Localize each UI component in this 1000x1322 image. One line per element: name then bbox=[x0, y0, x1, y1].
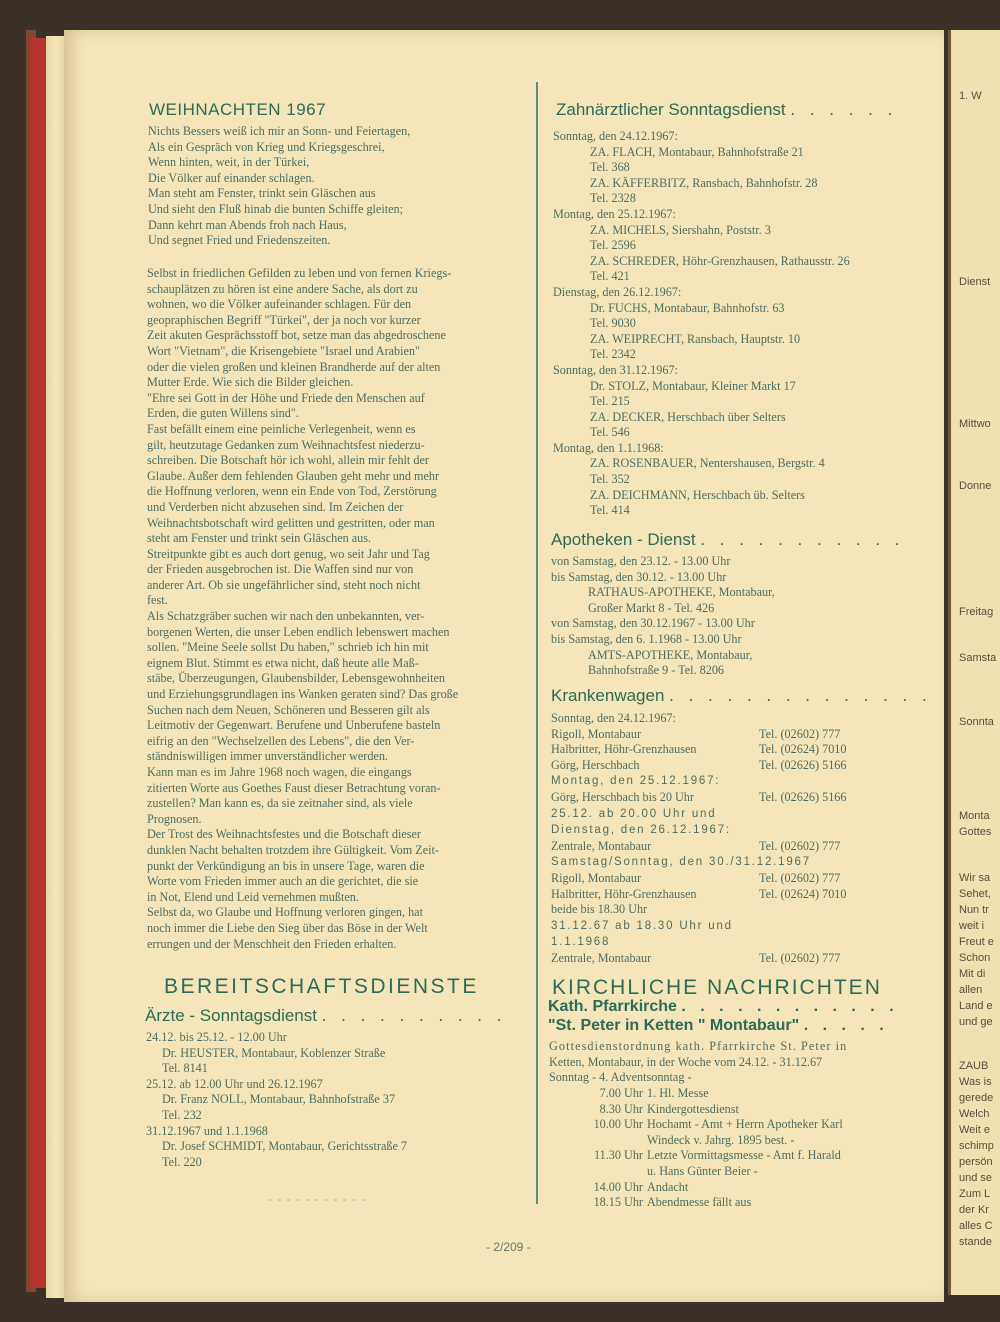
mass-time: 7.00 Uhr bbox=[599, 1086, 643, 1100]
body-line: schauplätzen zu hören ist eine andere Sache, als dort zu bbox=[147, 281, 418, 296]
kranken-phone: Tel. (02624) 7010 bbox=[759, 886, 847, 901]
body-line: ständniswilligen immer unverständlicher werden. bbox=[147, 749, 388, 764]
kranken-row bbox=[551, 887, 901, 903]
body-line: Worte vom Frieden immer auch an die gerichtet, die sie bbox=[147, 874, 419, 889]
body-line: fest. bbox=[147, 593, 168, 608]
page-number: - 2/209 - bbox=[486, 1240, 531, 1254]
kirche-subheading-1: Kath. Pfarrkirche . . . . . . . . . . . . bbox=[548, 998, 899, 1015]
bereitschaft-heading: BEREITSCHAFTSDIENSTE bbox=[164, 975, 479, 998]
body-line: Selbst da, wo Glaube und Hoffnung verloren gingen, hat bbox=[147, 905, 423, 920]
kranken-row bbox=[551, 934, 901, 951]
adjacent-page-text: schimp bbox=[959, 1140, 994, 1152]
zahn-entry: Tel. 352 bbox=[590, 472, 630, 487]
zahn-entry: Tel. 421 bbox=[590, 269, 630, 284]
poem-line: Als ein Gespräch von Krieg und Kriegsgeschrei, bbox=[148, 139, 385, 154]
kranken-phone: Tel. (02626) 5166 bbox=[759, 757, 847, 772]
zahn-list bbox=[553, 129, 850, 519]
mass-time: 18.15 Uhr bbox=[593, 1195, 643, 1210]
body-line: schreiben. Die Botschaft hör ich wohl, allein mir fehlt der bbox=[147, 453, 429, 468]
mass-row bbox=[585, 1180, 843, 1196]
adjacent-page-text: Was is bbox=[959, 1076, 992, 1088]
kranken-label: Rigoll, Montabaur bbox=[551, 870, 642, 885]
body-line: in Not, Elend und Leid vernehmen mußten. bbox=[147, 889, 359, 904]
zahn-entry: Tel. 414 bbox=[590, 503, 630, 518]
body-line: Weihnachtsbotschaft wird gelitten und gestritten, oder man bbox=[147, 515, 435, 530]
body-line: sollen. "Meine Seele sollst Du haben," schrieb ich hin mit bbox=[147, 640, 429, 655]
mass-text: 1. Hl. Messe bbox=[647, 1086, 709, 1100]
adjacent-page-text: Schon bbox=[959, 952, 991, 964]
kranken-label: Zentrale, Montabaur bbox=[551, 838, 652, 853]
mass-time: 11.30 Uhr bbox=[594, 1148, 643, 1163]
body-line: Leitmotiv der Gegenwart. Berufene und Unberufene basteln bbox=[147, 718, 441, 733]
kranken-row bbox=[551, 773, 901, 790]
zahn-entry: ZA. DECKER, Herschbach über Selters bbox=[590, 409, 786, 424]
body-line: Suchen nach dem Neuen, Schöneren und Besseren gilt als bbox=[147, 702, 430, 717]
body-line: Kann man es im Jahre 1968 noch wagen, die eingangs bbox=[147, 765, 412, 779]
body-line: noch immer die Liebe den Sieg über das Böse in der Welt bbox=[147, 920, 428, 935]
mass-row bbox=[585, 1164, 843, 1180]
poem-line: Wenn hinten, weit, in der Türkei, bbox=[148, 155, 310, 170]
kranken-label: beide bis 18.30 Uhr bbox=[551, 902, 648, 917]
mass-text: Hochamt - Amt + Herrn Apotheker Karl bbox=[647, 1117, 843, 1132]
body-line: Prognosen. bbox=[147, 811, 202, 826]
mass-time: 14.00 Uhr bbox=[593, 1179, 643, 1194]
kranken-label: Sonntag, den 24.12.1967: bbox=[551, 711, 676, 725]
kirche-subheading-2: "St. Peter in Ketten " Montabaur" . . . . . bbox=[548, 1017, 889, 1034]
body-line: zitierten Worte aus Goethes Faust dieser Betrachtung voran- bbox=[147, 780, 441, 795]
zahn-entry: Dr. FUCHS, Montabaur, Bahnhofstr. 63 bbox=[590, 300, 785, 315]
apotheke-entry: AMTS-APOTHEKE, Montabaur, bbox=[588, 647, 753, 662]
zahn-entry: ZA. FLACH, Montabaur, Bahnhofstraße 21 bbox=[590, 144, 804, 159]
mass-row bbox=[585, 1086, 843, 1102]
body-line: errungen und der Menschheit den Frieden erhalten. bbox=[147, 936, 397, 951]
body-line: Fast befällt einem eine peinliche Verlegenheit, wenn es bbox=[147, 421, 416, 436]
apotheke-period: bis Samstag, den 30.12. - 13.00 Uhr bbox=[551, 569, 727, 584]
apotheken-heading: Apotheken - Dienst . . . . . . . . . . . bbox=[551, 530, 905, 549]
adjacent-page-text: Mit di bbox=[959, 968, 986, 980]
mass-text: Windeck v. Jahrg. 1895 best. - bbox=[647, 1132, 795, 1147]
zahn-entry: ZA. ROSENBAUER, Nentershausen, Bergstr. 4 bbox=[590, 456, 825, 471]
apotheke-period: bis Samstag, den 6. 1.1968 - 13.00 Uhr bbox=[551, 631, 742, 646]
kranken-label: Montag, den 25.12.1967: bbox=[551, 775, 721, 788]
mass-row bbox=[585, 1133, 843, 1149]
mass-text: Abendmesse fällt aus bbox=[647, 1195, 752, 1210]
poem-line: Nichts Bessers weiß ich mir an Sonn- und Feiertagen, bbox=[148, 124, 411, 138]
zahn-entry: ZA. WEIPRECHT, Ransbach, Hauptstr. 10 bbox=[590, 331, 801, 346]
kirche-intro-line: Ketten, Montabaur, in der Woche vom 24.12. - 31.12.67 bbox=[549, 1054, 823, 1069]
adjacent-page-text: und ge bbox=[959, 1016, 993, 1028]
adjacent-page bbox=[948, 30, 1000, 1295]
body-line: Glaube. Außer dem fehlenden Glauben geht mehr und mehr bbox=[147, 468, 440, 483]
zahn-entry: ZA. MICHELS, Siershahn, Poststr. 3 bbox=[590, 222, 771, 237]
adjacent-page-text: der Kr bbox=[959, 1204, 989, 1216]
kranken-phone: Tel. (02602) 777 bbox=[759, 838, 841, 853]
adjacent-page-text: Welch bbox=[959, 1108, 990, 1120]
aerzte-heading: Ärzte - Sonntagsdienst . . . . . . . . . . bbox=[145, 1006, 507, 1025]
kranken-label: Görg, Herschbach bbox=[551, 757, 640, 772]
aerzte-doctor: Dr. HEUSTER, Montabaur, Koblenzer Straße bbox=[162, 1045, 386, 1060]
kranken-row bbox=[551, 727, 901, 743]
apotheke-entry: RATHAUS-APOTHEKE, Montabaur, bbox=[588, 585, 775, 600]
zahn-entry: ZA. KÄFFERBITZ, Ransbach, Bahnhofstr. 28 bbox=[590, 175, 818, 190]
poem-line: Und sieht den Fluß hinab die bunten Schiffe gleiten; bbox=[148, 201, 403, 216]
kranken-row bbox=[551, 951, 901, 967]
adjacent-page-text: und se bbox=[959, 1172, 993, 1184]
kranken-row bbox=[551, 854, 901, 871]
kranken-row bbox=[551, 822, 901, 839]
aerzte-list bbox=[146, 1030, 407, 1170]
adjacent-page-text: Gottes bbox=[959, 826, 992, 838]
aerzte-doctor: Dr. Josef SCHMIDT, Montabaur, Gerichtsstraße 7 bbox=[162, 1139, 408, 1154]
kranken-label: Zentrale, Montabaur bbox=[551, 950, 652, 965]
kranken-row bbox=[551, 758, 901, 774]
body-line: Wort "Vietnam", die Krisengebiete "Israel und Arabien" bbox=[147, 343, 421, 358]
aerzte-doctor: Dr. Franz NOLL, Montabaur, Bahnhofstraße 37 bbox=[162, 1092, 396, 1107]
body-line: wohnen, wo die Völker aufeinander schlagen. Für den bbox=[147, 297, 412, 312]
body-line: zustellen? Man kann es, da sie zeitnaher sind, als viele bbox=[147, 796, 413, 811]
zahn-entry: Tel. 2342 bbox=[590, 347, 636, 362]
mass-text: Letzte Vormittagsmesse - Amt f. Harald bbox=[647, 1148, 841, 1163]
poem-line: Dann kehrt man Abends froh nach Haus, bbox=[148, 217, 347, 232]
aerzte-date: 24.12. bis 25.12. - 12.00 Uhr bbox=[146, 1030, 287, 1044]
kranken-row bbox=[551, 871, 901, 887]
kranken-row bbox=[551, 742, 901, 758]
adjacent-page-text: persön bbox=[959, 1156, 993, 1168]
zahn-entry: Tel. 2596 bbox=[590, 238, 636, 253]
kranken-heading: Krankenwagen . . . . . . . . . . . . . . bbox=[551, 686, 932, 705]
body-line: eignem Blut. Stimmt es etwa nicht, daß heute alle Maß- bbox=[147, 655, 419, 670]
kranken-label: 25.12. ab 20.00 Uhr und bbox=[551, 807, 717, 820]
adjacent-page-text: Nun tr bbox=[959, 904, 989, 916]
adjacent-page-text: Land e bbox=[959, 1000, 993, 1012]
adjacent-page-text: Zum L bbox=[959, 1188, 991, 1200]
kranken-label: Halbritter, Höhr-Grenzhausen bbox=[551, 742, 697, 757]
kranken-list bbox=[551, 711, 901, 967]
zahn-date: Montag, den 25.12.1967: bbox=[553, 206, 676, 221]
aerzte-phone: Tel. 8141 bbox=[162, 1061, 208, 1076]
body-line: punkt der Verkündigung an bis in unsere Tage, waren die bbox=[147, 858, 425, 873]
adjacent-page-text: Monta bbox=[959, 810, 990, 822]
adjacent-page-text: Sonnta bbox=[959, 716, 994, 728]
mass-row bbox=[585, 1195, 843, 1211]
body-line: "Ehre sei Gott in der Höhe und Friede den Menschen auf bbox=[147, 390, 425, 405]
zahn-entry: Tel. 546 bbox=[590, 425, 630, 440]
poem-line: Und segnet Fried und Friedenszeiten. bbox=[148, 233, 331, 248]
zahn-entry: Tel. 9030 bbox=[590, 316, 636, 331]
adjacent-page-text: Freitag bbox=[959, 606, 994, 618]
body-line: oder die vielen großen und kleinen Brandherde auf der alten bbox=[147, 359, 441, 374]
adjacent-page-text: Samsta bbox=[959, 652, 997, 664]
kirche-intro-line: Sonntag - 4. Adventsonntag - bbox=[549, 1070, 692, 1085]
aerzte-date: 25.12. ab 12.00 Uhr und 26.12.1967 bbox=[146, 1076, 323, 1091]
mass-time: 10.00 Uhr bbox=[593, 1117, 643, 1132]
column-divider bbox=[536, 82, 538, 1204]
aerzte-phone: Tel. 220 bbox=[162, 1154, 202, 1169]
apotheken-list bbox=[551, 554, 775, 679]
body-line: Selbst in friedlichen Gefilden zu leben und von fernen Kriegs- bbox=[147, 266, 452, 280]
body-line: Als Schatzgräber suchen wir nach den unbekannten, ver- bbox=[147, 609, 425, 624]
zahn-date: Dienstag, den 26.12.1967: bbox=[553, 284, 682, 299]
body-line: Zeit akuten Gesprächsstoff bot, setze man das abgedroschene bbox=[147, 328, 446, 343]
adjacent-page-text: Weit e bbox=[959, 1124, 990, 1136]
kirche-intro bbox=[549, 1039, 847, 1086]
kranken-row bbox=[551, 790, 901, 806]
kranken-phone: Tel. (02624) 7010 bbox=[759, 742, 847, 757]
body-line: Der Trost des Weihnachtsfestes und die Botschaft dieser bbox=[147, 827, 421, 842]
body-line: Streitpunkte gibt es auch dort genug, wo seit Jahr und Tag bbox=[147, 546, 430, 561]
kranken-label: Halbritter, Höhr-Grenzhausen bbox=[551, 886, 697, 901]
zahn-date: Montag, den 1.1.1968: bbox=[553, 440, 664, 455]
adjacent-page-text: allen bbox=[959, 984, 983, 996]
zahn-entry: Tel. 215 bbox=[590, 394, 630, 409]
apotheke-period: von Samstag, den 23.12. - 13.00 Uhr bbox=[551, 554, 731, 568]
adjacent-page-text: Sehet, bbox=[959, 888, 991, 900]
mass-time: 8.30 Uhr bbox=[599, 1101, 643, 1116]
kranken-label: Dienstag, den 26.12.1967: bbox=[551, 824, 731, 837]
body-line: geopraphischen Begriff "Türkei", der ja noch vor kurzer bbox=[147, 312, 421, 327]
apotheke-entry: Großer Markt 8 - Tel. 426 bbox=[588, 600, 715, 615]
body-line: und Erziehungsgrundlagen ins Wanken geraten sind? Das große bbox=[147, 687, 459, 702]
body-line: steht am Fenster und trinkt sein Gläschen aus. bbox=[147, 531, 372, 546]
dash-rule: - - - - - - - - - - - bbox=[268, 1192, 367, 1206]
adjacent-page-text: alles C bbox=[959, 1220, 993, 1232]
kranken-phone: Tel. (02602) 777 bbox=[759, 950, 841, 965]
zahn-entry: ZA. SCHREDER, Höhr-Grenzhausen, Rathausstr. 26 bbox=[590, 253, 850, 268]
adjacent-page-text: weit i bbox=[959, 920, 985, 932]
body-line: und Verderben nicht abzusehen sind. Im Zeichen der bbox=[147, 499, 404, 514]
body-line: borgenen Werten, die unser Leben endlich lebenswert machen bbox=[147, 624, 450, 639]
adjacent-page-text: stande bbox=[959, 1236, 993, 1248]
zahn-entry: Dr. STOLZ, Montabaur, Kleiner Markt 17 bbox=[590, 378, 796, 393]
kirche-heading: KIRCHLICHE NACHRICHTEN bbox=[552, 976, 882, 999]
poem-line: Die Völker auf einander schlagen. bbox=[148, 170, 315, 185]
kranken-label: 31.12.67 ab 18.30 Uhr und bbox=[551, 919, 733, 932]
apotheke-entry: Bahnhofstraße 9 - Tel. 8206 bbox=[588, 663, 725, 678]
zahn-date: Sonntag, den 24.12.1967: bbox=[553, 129, 678, 143]
mass-text: u. Hans Günter Beier - bbox=[647, 1163, 758, 1178]
poem-line: Man steht am Fenster, trinkt sein Gläschen aus bbox=[148, 186, 376, 201]
body-line: dunklen Nacht behalten trotzdem ihre Gültigkeit. Vom Zeit- bbox=[147, 842, 439, 857]
article-body bbox=[147, 266, 458, 952]
adjacent-page-text: Dienst bbox=[959, 276, 991, 288]
zahn-heading: Zahnärztlicher Sonntagsdienst . . . . . . bbox=[556, 100, 898, 119]
zahn-date: Sonntag, den 31.12.1967: bbox=[553, 362, 678, 377]
kranken-row bbox=[551, 806, 901, 823]
zahn-entry: Tel. 2328 bbox=[590, 191, 636, 206]
kranken-phone: Tel. (02602) 777 bbox=[759, 726, 841, 741]
body-line: anderer Art. Ob sie ungefährlicher sind, steht noch nicht bbox=[147, 577, 421, 592]
body-line: die Hoffnung verloren, wenn ein Ende von Tod, Zerstörung bbox=[147, 484, 437, 499]
mass-text: Andacht bbox=[647, 1179, 689, 1194]
adjacent-page-text: gerede bbox=[959, 1092, 994, 1104]
mass-row bbox=[585, 1148, 843, 1164]
kranken-label: Rigoll, Montabaur bbox=[551, 726, 642, 741]
aerzte-phone: Tel. 232 bbox=[162, 1107, 202, 1122]
kirche-times bbox=[585, 1086, 843, 1211]
kranken-label: 1.1.1968 bbox=[551, 936, 611, 949]
adjacent-page-text: ZAUB bbox=[959, 1060, 989, 1072]
mass-text: Kindergottesdienst bbox=[647, 1101, 739, 1116]
article-title: WEIHNACHTEN 1967 bbox=[149, 100, 327, 119]
kranken-row bbox=[551, 711, 901, 727]
body-line: der Frieden ausgebrochen ist. Die Waffen sind nur von bbox=[147, 562, 414, 577]
adjacent-page-text: Wir sa bbox=[959, 872, 991, 884]
kranken-label: Görg, Herschbach bis 20 Uhr bbox=[551, 789, 694, 804]
body-line: eifrig an den "Wechselzellen des Lebens", die den Ver- bbox=[147, 733, 415, 748]
poem bbox=[148, 124, 410, 249]
kranken-phone: Tel. (02626) 5166 bbox=[759, 789, 847, 804]
kranken-phone: Tel. (02602) 777 bbox=[759, 870, 841, 885]
kranken-row bbox=[551, 918, 901, 935]
body-line: Mutter Erde. Wie sich die Bilder gleichen. bbox=[147, 375, 354, 390]
adjacent-page-text: Freut e bbox=[959, 936, 994, 948]
adjacent-page-text: 1. W bbox=[959, 90, 982, 102]
body-line: Erden, die guten Willens sind". bbox=[147, 406, 299, 421]
adjacent-page-text: Mittwo bbox=[959, 418, 991, 430]
adjacent-page-text: Donne bbox=[959, 480, 992, 492]
kirche-intro-line: Gottesdienstordnung kath. Pfarrkirche St. Peter in bbox=[549, 1039, 848, 1053]
kranken-label: Samstag/Sonntag, den 30./31.12.1967 bbox=[551, 856, 811, 869]
zahn-entry: Tel. 368 bbox=[590, 160, 630, 175]
zahn-entry: ZA. DEICHMANN, Herschbach üb. Selters bbox=[590, 487, 805, 502]
apotheke-period: von Samstag, den 30.12.1967 - 13.00 Uhr bbox=[551, 616, 755, 631]
mass-row bbox=[585, 1117, 843, 1133]
body-line: stäbe, Überzeugungen, Glaubensbilder, Lebensgewohnheiten bbox=[147, 671, 446, 686]
kranken-row bbox=[551, 902, 901, 918]
kranken-row bbox=[551, 839, 901, 855]
aerzte-date: 31.12.1967 und 1.1.1968 bbox=[146, 1123, 268, 1138]
body-line: gilt, heutzutage Gedanken zum Weihnachtsfest niederzu- bbox=[147, 437, 425, 452]
mass-row bbox=[585, 1102, 843, 1118]
